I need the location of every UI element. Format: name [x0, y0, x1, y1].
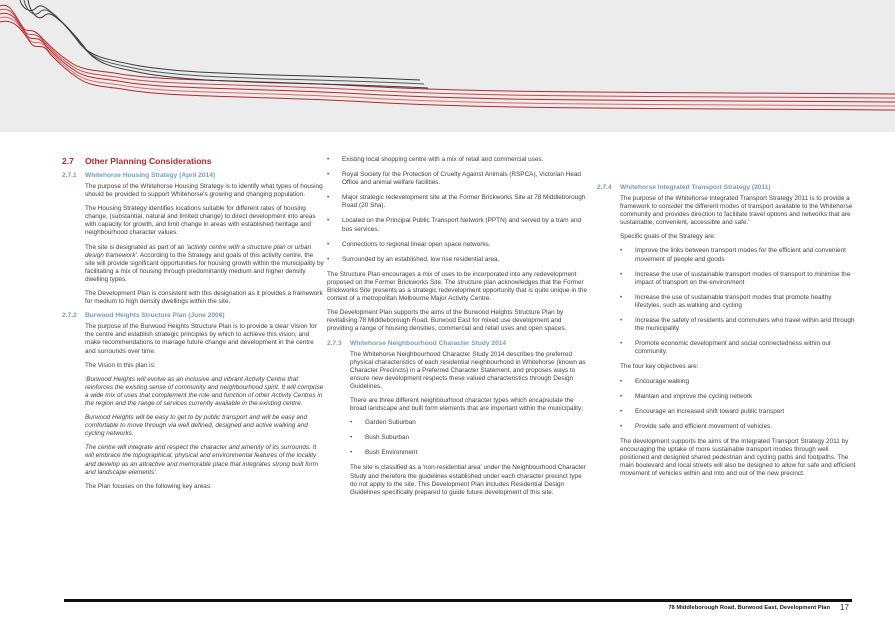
decorative-contour-graphic: [0, 0, 895, 132]
goals-list: [620, 247, 857, 356]
paragraph: The Whitehorse Neighbourhood Character Study 2014 describes the preferred physical characteristics of each residential neighbourhood in Whitehorse (known as Character Precincts) in a Preferred Character Statement, and proposes ways to ensure new development respects these valued characteristics through Design Guidelines.: [350, 350, 586, 390]
subsection-title: Whitehorse Neighbourhood Character Study 2014: [350, 339, 507, 347]
subsection-title: Whitehorse Integrated Transport Strategy (2011): [620, 184, 771, 191]
column-1: [62, 156, 324, 497]
list-item: • Existing local shopping centre with a mix of retail and commercial uses.: [327, 156, 589, 164]
section-heading: [62, 156, 324, 167]
paragraph: The Plan focuses on the following key areas:: [85, 482, 212, 490]
list-item: • Surrounded by an established, low rise residential area.: [327, 256, 589, 264]
list-item: • Improve the links between transport modes for the efficient and convenient movement of people and goods: [620, 247, 857, 263]
list-item: • Royal Society for the Protection of Cruelty Against Animals (RSPCA), Victorian Head Office and animal welfare facilities.: [327, 171, 589, 187]
text-span: . According to the Strategy and goals of this activity centre, the site will provide significant opportunities for housing growth within the municipality by facilitating a mix of housing through predominantly medium and higher density dwelling types.: [85, 251, 324, 283]
subsection-heading-274: [597, 184, 857, 192]
paragraph: The Vision in this plan is:: [85, 361, 156, 369]
subsection-title: Burwood Heights Structure Plan (June 2006): [85, 312, 225, 320]
subsection-heading-272: [62, 312, 324, 320]
list-item: • Encourage an increased shift toward public transport: [620, 408, 857, 416]
subsection-273-body: [327, 351, 589, 497]
list-item: • Encourage walking: [620, 378, 857, 386]
paragraph: The Structure Plan encourages a mix of uses to be incorporated into any redevelopment proposed on the Former Brickworks Site. The structure plan acknowledges that the Former Brickworks Site presents as a strategic redevelopment opportunity that is quite unique in the context of a metropolitan Melbourne Major Activity Centre.: [327, 270, 588, 303]
list-item: • Located on the Principal Public Transport Network (PPTN) and served by a tram and bus services.: [327, 217, 589, 233]
subsection-title: Whitehorse Housing Strategy (April 2014): [85, 172, 216, 179]
paragraph: The four key objectives are:: [620, 363, 699, 371]
page-number: 17: [840, 603, 849, 612]
subsection-271-body: [62, 183, 324, 306]
list-item: • Increase the safety of residents and commuters who travel within and through the municipality: [620, 317, 857, 333]
section-title: Other Planning Considerations: [85, 156, 212, 166]
list-item: • Increase the use of sustainable transport modes that promote healthy lifestyles, such as walking and cycling: [620, 294, 857, 310]
vision-quote: 'Burwood Heights will evolve as an inclusive and vibrant Activity Centre that reinforces the existing sense of community and neighbourhood spirit. It will comprise a wide mix of uses that complement the role and function of other Activity Centres in the region and the range of services currently available in the existing centre.: [85, 375, 324, 407]
paragraph: The development supports the aims of the Integrated Transport Strategy 2011 by encouraging the uptake of more sustainable transport modes through well positioned and designed shared pedestrian and cycling paths and footpaths. The main boulevard and local streets will also be designed to allow for safe and efficient movement of vehicles within and into and out of the new precinct.: [620, 437, 856, 478]
subsection-heading-273: [327, 340, 589, 348]
list-item: • Connections to regional linear open space networks.: [327, 241, 589, 249]
paragraph: The site is classified as a 'non-residential area' under the Neighbourhood Character Study and therefore the guidelines established under each character precinct type do not apply to the site. This Development Plan includes Residential Design Guidelines specifically prepared to guide future development of this site.: [350, 464, 586, 496]
key-areas-list: [327, 156, 589, 264]
paragraph: [85, 244, 324, 284]
italic-quote: 'activity centre with a structure plan or urban design framework': [85, 243, 312, 259]
paragraph: The purpose of the Whitehorse Integrated Transport Strategy 2011 is to provide a framework to consider the different modes of transport available to the Whitehorse community and provides direction to facilitate travel options and networks that are sustainable, convenient, accessible and safe.': [620, 195, 853, 227]
subsection-274-body: [597, 195, 857, 478]
subsection-number: 2.7.3: [327, 339, 342, 347]
header-band: [0, 0, 895, 132]
list-item: • Garden Suburban: [350, 419, 589, 427]
paragraph: The purpose of the Burwood Heights Structure Plan is to provide a clear Vision for the centre and establish strategic principles by which to achieve this vision, and make recommendations to manage future change and development in the centre and surrounds over time.: [85, 323, 317, 355]
list-item: • Bush Environment: [350, 449, 589, 457]
vision-quote: The centre will integrate and respect the character and amenity of its surrounds. It will embrace the topographical, physical and environmental features of the locality and develop as an attractive and memorable place that integrates strong built form and landscape elements'.: [85, 444, 319, 476]
column-3: [597, 158, 857, 484]
list-item: • Maintain and improve the cycling network: [620, 393, 857, 401]
paragraph: There are three different neighbourhood character types which encapsulate the broad landscape and built form elements that are important within the municipality;: [350, 396, 584, 413]
paragraph: Specific goals of the Strategy are:: [620, 233, 716, 241]
list-item: • Increase the use of sustainable transport modes of transport to minimise the impact of transport on the environment: [620, 271, 857, 287]
subsection-number: 2.7.4: [597, 184, 612, 191]
subsection-number: 2.7.2: [62, 312, 77, 320]
list-item: • Bush Suburban: [350, 434, 589, 442]
vision-quote: Burwood Heights will be easy to get to by public transport and will be easy and comfortable to move through via well defined, designed and active walking and cycling networks.: [85, 414, 308, 438]
paragraph: The Housing Strategy identifies locations suitable for different rates of housing change, (substantial, natural and limited change) to direct development into areas with capacity for growth, and limit change in areas with established heritage and neighbourhood character values.: [85, 205, 316, 237]
paragraph: The Development Plan supports the aims of the Burwood Heights Structure Plan by revitalising 78 Middleborough Road, Burwood East for mixed use development and providing a range of housing densities, commercial and retail uses and open spaces.: [327, 309, 567, 333]
list-item: • Promote economic development and social connectedness within our community.: [620, 340, 857, 356]
subsection-heading-271: [62, 172, 324, 180]
paragraph: The purpose of the Whitehorse Housing Strategy is to identify what types of housing should be provided to support Whitehorse's growing and changing population.: [85, 183, 323, 199]
list-item: • Provide safe and efficient movement of vehicles.: [620, 423, 857, 431]
paragraph: The Development Plan is consistent with this designation as it provides a framework for medium to high density dwellings within the site.: [85, 290, 323, 306]
subsection-272-body: [62, 323, 324, 491]
character-types-list: [350, 419, 589, 457]
subsection-number: 2.7.1: [62, 172, 77, 179]
list-item: • Major strategic redevelopment site at the Former Brickworks Site at 78 Middleborough Road (20 Sha).: [327, 194, 589, 210]
text-span: The site is designated as part of an: [85, 243, 187, 251]
footer-title: 78 Middleborough Road, Burwood East, Development Plan: [668, 605, 830, 611]
objectives-list: [620, 378, 857, 431]
column-2: [327, 156, 589, 503]
footer-rule: [64, 599, 852, 602]
section-number: 2.7: [62, 156, 74, 166]
